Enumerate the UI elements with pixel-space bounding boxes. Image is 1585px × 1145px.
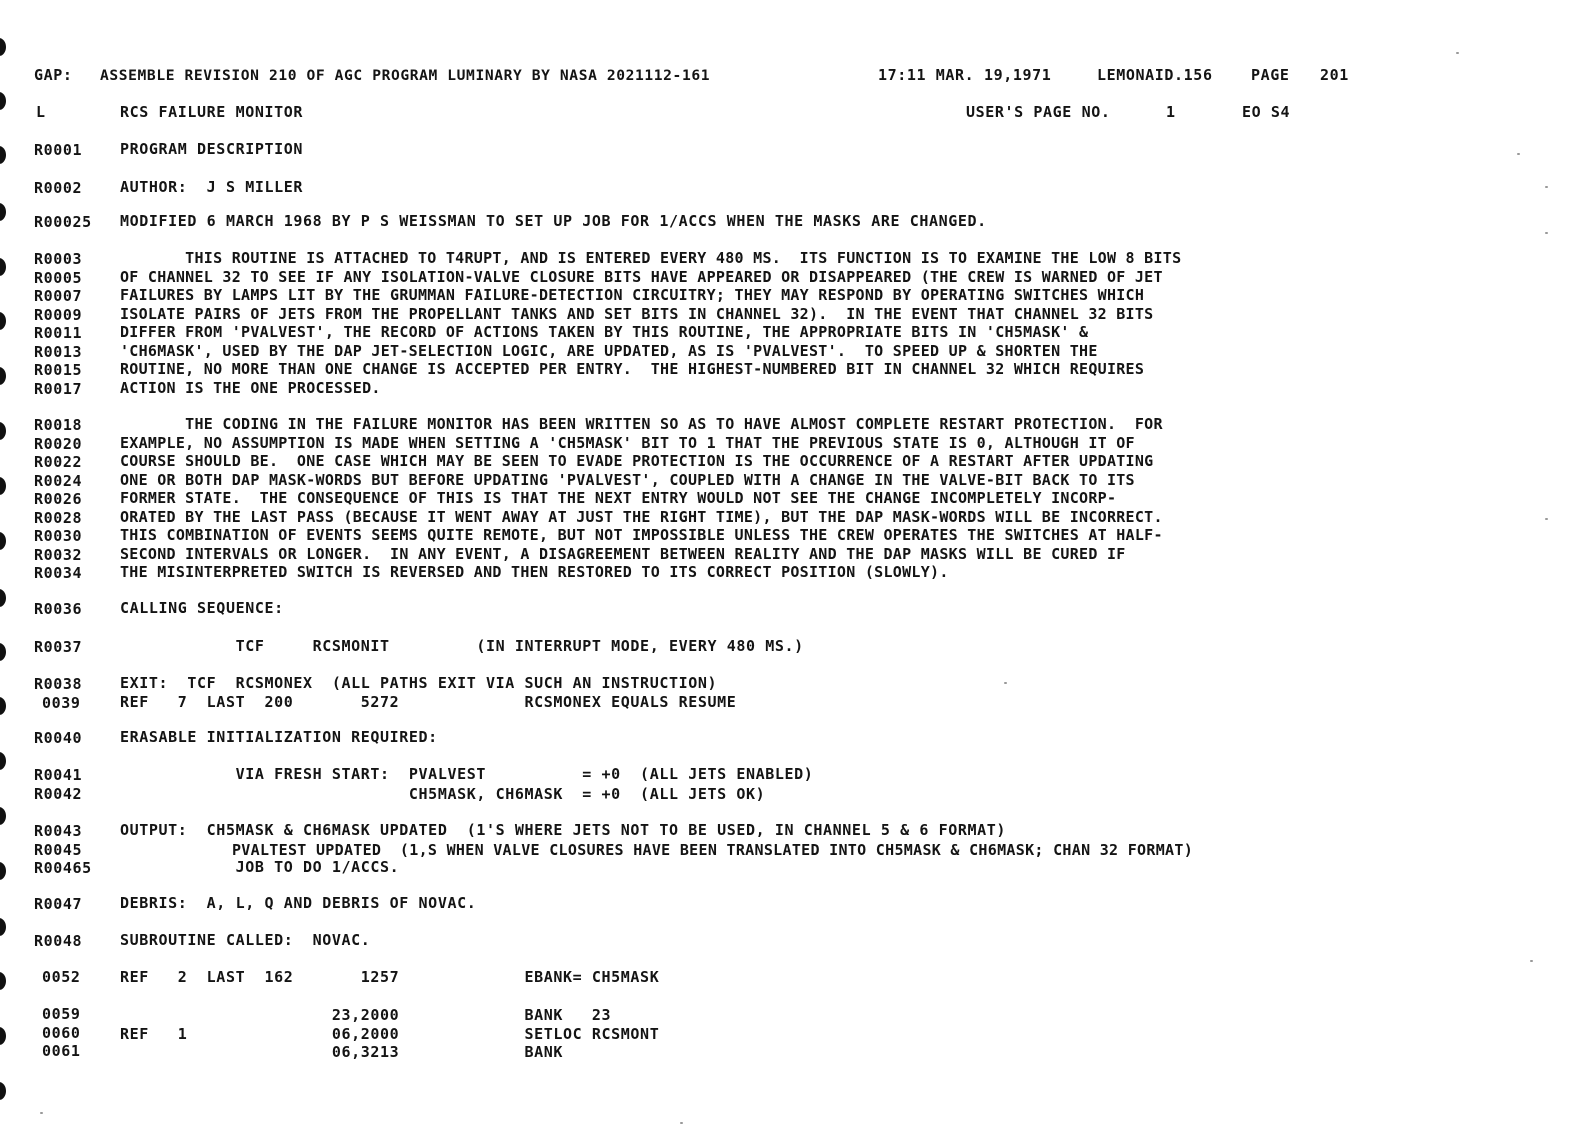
- binder-hole: [0, 258, 6, 276]
- binder-hole: [0, 146, 6, 164]
- header-assemble-text: ASSEMBLE REVISION 210 OF AGC PROGRAM LUMINARY BY NASA 2021112-161: [100, 67, 711, 84]
- line-number: R0036: [34, 600, 83, 618]
- line-text: REF 1 06,2000 SETLOC RCSMONT: [120, 1025, 660, 1043]
- subheader-col: L: [36, 103, 46, 121]
- line-number: R0020: [34, 435, 83, 453]
- scan-speck: [1517, 153, 1520, 155]
- binder-hole: [0, 643, 6, 661]
- line-number: R0028: [34, 509, 83, 527]
- line-text: EXAMPLE, NO ASSUMPTION IS MADE WHEN SETTING A 'CH5MASK' BIT TO 1 THAT THE PREVIOUS STATE IS 0, ALTHOUGH IT OF: [120, 434, 1135, 452]
- line-text: DIFFER FROM 'PVALVEST', THE RECORD OF ACTIONS TAKEN BY THIS ROUTINE, THE APPROPRIATE BITS IN 'CH5MASK' &: [120, 323, 1089, 341]
- line-number: R0013: [34, 343, 83, 361]
- line-text: VIA FRESH START: PVALVEST = +0 (ALL JETS ENABLED): [120, 765, 814, 783]
- subheader-users-page-no: 1: [1166, 103, 1176, 121]
- subheader-code: EO S4: [1242, 103, 1291, 121]
- line-text: TCF RCSMONIT (IN INTERRUPT MODE, EVERY 480 MS.): [120, 637, 804, 655]
- line-number: R0034: [34, 564, 83, 582]
- binder-hole: [0, 422, 6, 440]
- line-text: AUTHOR: J S MILLER: [120, 178, 303, 196]
- line-number: R0015: [34, 361, 83, 379]
- binder-hole: [0, 367, 6, 385]
- line-text: OF CHANNEL 32 TO SEE IF ANY ISOLATION-VALVE CLOSURE BITS HAVE APPEARED OR DISAPPEARED (THE CREW IS WARNED OF JET: [120, 268, 1163, 286]
- binder-hole: [0, 38, 6, 56]
- binder-hole: [0, 697, 6, 715]
- line-number: 0060: [42, 1024, 81, 1042]
- header-gap-label: GAP:: [34, 66, 73, 84]
- header-timestamp: 17:11 MAR. 19,1971: [878, 66, 1052, 84]
- line-number: R0005: [34, 269, 83, 287]
- binder-hole: [0, 92, 6, 110]
- scan-speck: [1456, 52, 1459, 54]
- line-number: 0052: [42, 968, 81, 986]
- line-number: R0024: [34, 472, 83, 490]
- subheader-title: RCS FAILURE MONITOR: [120, 103, 303, 121]
- line-text: THIS ROUTINE IS ATTACHED TO T4RUPT, AND IS ENTERED EVERY 480 MS. ITS FUNCTION IS TO EXAMINE THE LOW 8 BITS: [120, 249, 1182, 267]
- line-text: ROUTINE, NO MORE THAN ONE CHANGE IS ACCEPTED PER ENTRY. THE HIGHEST-NUMBERED BIT IN CHANNEL 32 WHICH REQUIRES: [120, 360, 1145, 378]
- line-number: R0017: [34, 380, 83, 398]
- binder-hole: [0, 972, 6, 990]
- binder-hole: [0, 532, 6, 550]
- line-text: ORATED BY THE LAST PASS (BECAUSE IT WENT AWAY AT JUST THE RIGHT TIME), BUT THE DAP MASK-WORDS WILL BE INCORRECT.: [120, 508, 1163, 526]
- line-text: THE CODING IN THE FAILURE MONITOR HAS BEEN WRITTEN SO AS TO HAVE ALMOST COMPLETE RESTART PROTECTION. FOR: [120, 415, 1163, 433]
- line-number: 0039: [42, 694, 81, 712]
- line-text: PVALTEST UPDATED (1,S WHEN VALVE CLOSURES HAVE BEEN TRANSLATED INTO CH5MASK & CH6MASK; CHAN 32 FORMAT): [120, 841, 1194, 859]
- scan-speck: [1545, 232, 1548, 234]
- binder-hole: [0, 918, 6, 936]
- subheader-users-page: USER'S PAGE NO.: [966, 103, 1111, 121]
- header-page-label: PAGE: [1251, 66, 1290, 84]
- line-text: PROGRAM DESCRIPTION: [120, 140, 303, 158]
- line-number: R0043: [34, 822, 83, 840]
- line-number: R0032: [34, 546, 83, 564]
- scan-speck: [1545, 518, 1548, 520]
- line-text: ISOLATE PAIRS OF JETS FROM THE PROPELLANT TANKS AND SET BITS IN CHANNEL 32). IN THE EVENT THAT CHANNEL 32 BITS: [120, 305, 1154, 323]
- line-number: R0045: [34, 841, 83, 859]
- line-text: FAILURES BY LAMPS LIT BY THE GRUMMAN FAILURE-DETECTION CIRCUITRY; THEY MAY RESPOND BY OPERATING SWITCHES WHICH: [120, 286, 1145, 304]
- scan-speck: [680, 1122, 683, 1124]
- line-number: R0038: [34, 675, 83, 693]
- line-number: 0061: [42, 1042, 81, 1060]
- header-page-number: 201: [1320, 66, 1349, 84]
- line-number: R0040: [34, 729, 83, 747]
- line-number: R0002: [34, 179, 83, 197]
- binder-hole: [0, 752, 6, 770]
- line-number: R0003: [34, 250, 83, 268]
- scan-speck: [40, 1112, 43, 1114]
- line-text: MODIFIED 6 MARCH 1968 BY P S WEISSMAN TO SET UP JOB FOR 1/ACCS WHEN THE MASKS ARE CHANGED.: [120, 212, 987, 230]
- binder-hole: [0, 1082, 6, 1100]
- line-text: THE MISINTERPRETED SWITCH IS REVERSED AND THEN RESTORED TO ITS CORRECT POSITION (SLOWLY).: [120, 563, 949, 581]
- line-text: SECOND INTERVALS OR LONGER. IN ANY EVENT, A DISAGREEMENT BETWEEN REALITY AND THE DAP MASKS WILL BE CURED IF: [120, 545, 1126, 563]
- line-text: REF 7 LAST 200 5272 RCSMONEX EQUALS RESUME: [120, 693, 737, 711]
- line-text: DEBRIS: A, L, Q AND DEBRIS OF NOVAC.: [120, 894, 477, 912]
- line-text: 'CH6MASK', USED BY THE DAP JET-SELECTION LOGIC, ARE UPDATED, AS IS 'PVALVEST'. TO SPEED UP & SHORTEN THE: [120, 342, 1098, 360]
- scan-speck: [1545, 186, 1548, 188]
- line-text: THIS COMBINATION OF EVENTS SEEMS QUITE REMOTE, BUT NOT IMPOSSIBLE UNLESS THE CREW OPERATES THE SWITCHES AT HALF-: [120, 526, 1163, 544]
- binder-hole: [0, 477, 6, 495]
- line-number: R0026: [34, 490, 83, 508]
- line-text: 23,2000 BANK 23: [120, 1006, 612, 1024]
- line-number: R0009: [34, 306, 83, 324]
- line-number: R0030: [34, 527, 83, 545]
- line-number: R0022: [34, 453, 83, 471]
- line-text: REF 2 LAST 162 1257 EBANK= CH5MASK: [120, 968, 660, 986]
- line-text: COURSE SHOULD BE. ONE CASE WHICH MAY BE SEEN TO EVADE PROTECTION IS THE OCCURRENCE OF A RESTART AFTER UPDATING: [120, 452, 1154, 470]
- line-number: R0011: [34, 324, 83, 342]
- line-number: R0047: [34, 895, 83, 913]
- line-text: ONE OR BOTH DAP MASK-WORDS BUT BEFORE UPDATING 'PVALVEST', COUPLED WITH A CHANGE IN THE VALVE-BIT BACK TO ITS: [120, 471, 1135, 489]
- header-lemonaid: LEMONAID.156: [1097, 66, 1213, 84]
- line-text: SUBROUTINE CALLED: NOVAC.: [120, 931, 371, 949]
- line-text: EXIT: TCF RCSMONEX (ALL PATHS EXIT VIA SUCH AN INSTRUCTION): [120, 674, 718, 692]
- line-text: FORMER STATE. THE CONSEQUENCE OF THIS IS THAT THE NEXT ENTRY WOULD NOT SEE THE CHANGE INCOMPLETELY INCORP-: [120, 489, 1117, 507]
- scan-speck: [1530, 960, 1533, 962]
- scan-speck: [1004, 682, 1007, 684]
- line-number: R0042: [34, 785, 83, 803]
- line-number: 0059: [42, 1005, 81, 1023]
- binder-hole: [0, 807, 6, 825]
- line-text: CALLING SEQUENCE:: [120, 599, 284, 617]
- line-number: R0001: [34, 141, 83, 159]
- line-number: R0037: [34, 638, 83, 656]
- line-text: OUTPUT: CH5MASK & CH6MASK UPDATED (1'S WHERE JETS NOT TO BE USED, IN CHANNEL 5 & 6 FORMAT): [120, 821, 1007, 839]
- line-text: JOB TO DO 1/ACCS.: [120, 858, 400, 876]
- line-text: CH5MASK, CH6MASK = +0 (ALL JETS OK): [120, 785, 766, 803]
- binder-hole: [0, 589, 6, 607]
- line-text: 06,3213 BANK: [120, 1043, 564, 1061]
- line-number: R0048: [34, 932, 83, 950]
- binder-hole: [0, 862, 6, 880]
- binder-hole: [0, 203, 6, 221]
- line-number: R00025: [34, 213, 92, 231]
- binder-hole: [0, 312, 6, 330]
- line-number: R0041: [34, 766, 83, 784]
- line-number: R0007: [34, 287, 83, 305]
- line-text: ACTION IS THE ONE PROCESSED.: [120, 379, 381, 397]
- line-text: ERASABLE INITIALIZATION REQUIRED:: [120, 728, 438, 746]
- binder-hole: [0, 1027, 6, 1045]
- line-number: R0018: [34, 416, 83, 434]
- line-number: R00465: [34, 859, 92, 877]
